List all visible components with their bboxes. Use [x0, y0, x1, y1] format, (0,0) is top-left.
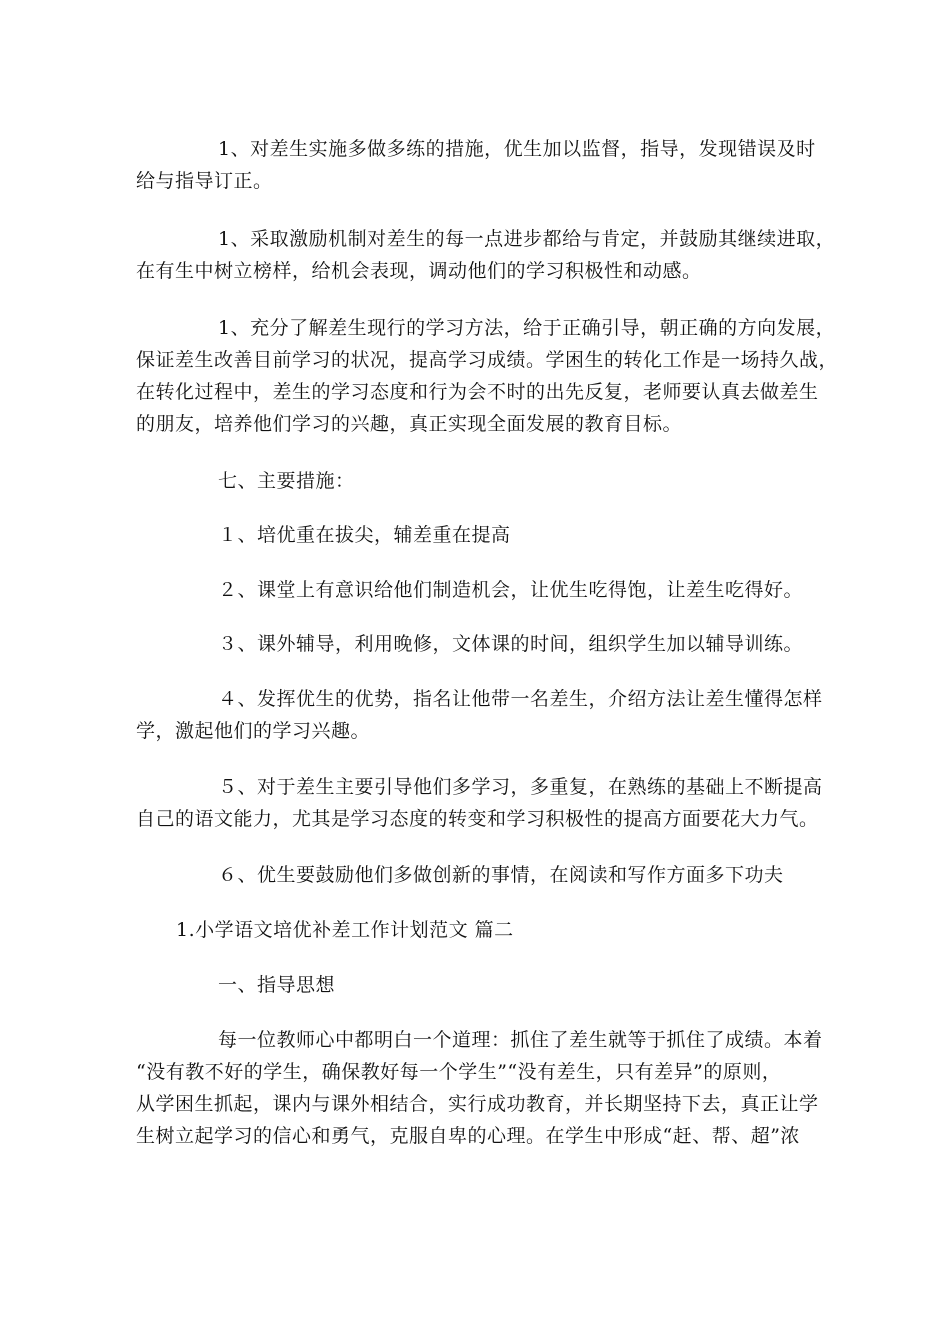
paragraph-line: 给与指导订正。	[136, 170, 273, 192]
paragraph-3	[136, 312, 839, 440]
paragraph-line: 保证差生改善目前学习的状况，提高学习成绩。学困生的转化工作是一场持久战，	[136, 349, 839, 371]
paragraph-line: ５、对于差生主要引导他们多学习，多重复，在熟练的基础上不断提高	[218, 776, 823, 798]
paragraph-line: 每一位教师心中都明白一个道理：抓住了差生就等于抓住了成绩。本着	[218, 1029, 823, 1051]
measure-item-4	[136, 683, 823, 747]
paragraph-line: 的朋友，培养他们学习的兴趣，真正实现全面发展的教育目标。	[136, 413, 683, 435]
paragraph-line: 1、充分了解差生现行的学习方法，给于正确引导，朝正确的方向发展，	[218, 317, 836, 339]
heading-line: 一、指导思想	[218, 974, 336, 996]
paragraph-line: 在转化过程中，差生的学习态度和行为会不时的出先反复，老师要认真去做差生	[136, 381, 819, 403]
measure-item-1	[136, 519, 816, 551]
measure-item-5	[136, 771, 823, 835]
title-line: 1.小学语文培优补差工作计划范文 篇二	[176, 919, 514, 941]
paragraph-line: 自己的语文能力，尤其是学习态度的转变和学习积极性的提高方面要花大力气。	[136, 808, 819, 830]
article-title	[136, 914, 816, 946]
paragraph-line: ２、课堂上有意识给他们制造机会，让优生吃得饱，让差生吃得好。	[218, 579, 804, 601]
paragraph-1	[136, 133, 816, 197]
paragraph-line: 学，激起他们的学习兴趣。	[136, 720, 371, 742]
section-heading-measures	[136, 465, 816, 497]
paragraph-line: “没有教不好的学生，确保教好每一个学生”“没有差生，只有差异”的原则，	[136, 1061, 782, 1083]
paragraph-line: ６、优生要鼓励他们多做创新的事情，在阅读和写作方面多下功夫	[218, 864, 784, 886]
paragraph-line: 从学困生抓起，课内与课外相结合，实行成功教育，并长期坚持下去，真正让学	[136, 1093, 819, 1115]
section-heading-guiding-thought	[136, 969, 816, 1001]
paragraph-guiding-thought	[136, 1024, 823, 1152]
heading-line: 七、主要措施：	[218, 470, 355, 492]
paragraph-line: 1、对差生实施多做多练的措施，优生加以监督，指导，发现错误及时	[218, 138, 816, 160]
measure-item-2	[136, 574, 816, 606]
paragraph-line: ３、课外辅导，利用晚修，文体课的时间，组织学生加以辅导训练。	[218, 633, 804, 655]
measure-item-6	[136, 859, 816, 891]
paragraph-line: ４、发挥优生的优势，指名让他带一名差生，介绍方法让差生懂得怎样	[218, 688, 823, 710]
paragraph-line: 1、采取激励机制对差生的每一点进步都给与肯定，并鼓励其继续进取，	[218, 228, 836, 250]
paragraph-2	[136, 223, 836, 287]
measure-item-3	[136, 628, 816, 660]
paragraph-line: 生树立起学习的信心和勇气，克服自卑的心理。在学生中形成“赶、帮、超”浓	[136, 1125, 800, 1147]
paragraph-line: １、培优重在拔尖，辅差重在提高	[218, 524, 511, 546]
paragraph-line: 在有生中树立榜样，给机会表现，调动他们的学习积极性和动感。	[136, 260, 702, 282]
